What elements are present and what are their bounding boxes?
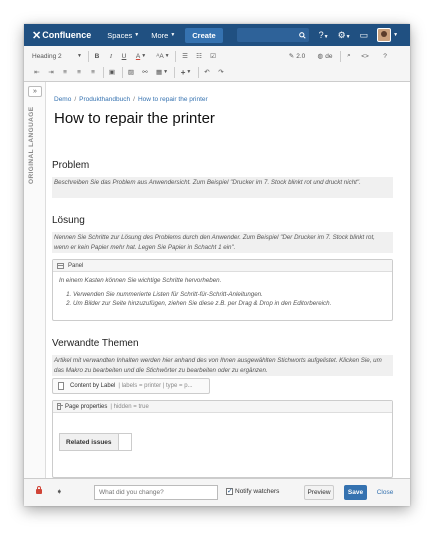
align-center-icon[interactable]: ≡ xyxy=(77,68,81,76)
redo-icon[interactable]: ↷ xyxy=(218,69,224,76)
change-comment-input[interactable] xyxy=(94,485,218,500)
breadcrumb-item[interactable]: Demo xyxy=(54,96,72,103)
related-topics-heading[interactable]: Verwandte Themen xyxy=(52,338,139,349)
page-properties-macro[interactable] xyxy=(52,400,393,478)
panel-macro[interactable] xyxy=(52,259,393,321)
related-issues-value-cell[interactable] xyxy=(119,434,131,450)
page-properties-params: | hidden = true xyxy=(110,403,149,410)
original-language-label: ORIGINAL LANGUAGE xyxy=(28,106,35,184)
language-button[interactable] xyxy=(314,49,336,63)
language-sidebar xyxy=(24,82,46,478)
chevron-down-icon: ▼ xyxy=(77,53,82,59)
preview-button[interactable]: Preview xyxy=(304,485,334,500)
insert-more-button[interactable]: + ▼ xyxy=(180,67,192,77)
related-issues-cell[interactable]: Related issues xyxy=(60,434,119,450)
panel-body[interactable] xyxy=(53,272,392,309)
indent-icon[interactable]: ⇥ xyxy=(48,69,54,76)
related-topics-instruction[interactable]: Artikel mit verwandten Inhalten werden hier anhand des von Ihnen ausgewählten Stichworts aufgelistet. Klicken Sie, um das Makro zu bearbeiten und die Stichwörter zu bearbeiten oder zu ergänzen. xyxy=(52,355,393,376)
help-button[interactable]: ? xyxy=(383,52,387,60)
italic-button[interactable]: I xyxy=(109,52,113,60)
notify-watchers-checkbox[interactable] xyxy=(226,488,279,495)
top-navigation xyxy=(24,24,410,46)
text-color-button[interactable]: A ▼ xyxy=(135,52,147,60)
save-button[interactable]: Save xyxy=(344,485,367,500)
editor-window xyxy=(24,24,410,506)
panel-title: Panel xyxy=(68,262,84,269)
page-title[interactable]: How to repair the printer xyxy=(54,110,215,127)
user-menu[interactable] xyxy=(377,28,398,42)
breadcrumb: Demo / Produkthandbuch / How to repair the printer xyxy=(54,96,208,103)
checkbox[interactable] xyxy=(226,488,233,495)
align-right-icon[interactable]: ≡ xyxy=(91,68,95,76)
solution-heading[interactable]: Lösung xyxy=(52,215,85,226)
gear-icon[interactable]: ⚙▼ xyxy=(337,29,351,40)
bold-button[interactable]: B xyxy=(94,52,100,60)
solution-instruction[interactable]: Nennen Sie Schritte zur Lösung des Problems durch den Anwender. Zum Beispiel "Der Drucker im 7. Stock blinkt rot, wenn er kein Papier mehr hat. Legen Sie Papier in Schacht 1 ein". xyxy=(52,232,393,253)
find-replace-icon[interactable]: ⌕ xyxy=(347,52,351,59)
language-label: de xyxy=(325,52,333,60)
create-button[interactable]: Create xyxy=(185,28,222,43)
editor-footer xyxy=(24,478,410,506)
paragraph-style-select[interactable] xyxy=(32,49,82,63)
problem-instruction[interactable]: Beschreiben Sie das Problem aus Anwendersicht. Zum Beispiel "Drucker im 7. Stock blinkt rot und druckt nicht". xyxy=(52,177,393,198)
page-layout-icon[interactable]: ▣ xyxy=(108,69,116,76)
numbered-list-icon[interactable]: ☷ xyxy=(196,53,202,60)
notify-label: Notify watchers xyxy=(235,488,280,495)
search-icon xyxy=(299,32,306,39)
image-icon[interactable]: ▨ xyxy=(127,69,135,76)
underline-button[interactable]: U xyxy=(121,52,127,60)
text-color-icon: A xyxy=(135,52,141,60)
chevron-down-icon: ▼ xyxy=(134,32,140,38)
properties-table xyxy=(59,433,132,451)
page-properties-name: Page properties xyxy=(65,403,108,410)
avatar xyxy=(377,28,391,42)
more-menu[interactable] xyxy=(151,31,175,40)
breadcrumb-item[interactable]: How to repair the printer xyxy=(137,96,208,103)
help-icon[interactable]: ?▼ xyxy=(318,30,329,40)
macro-name: Content by Label xyxy=(70,383,116,389)
align-left-icon[interactable]: ≡ xyxy=(63,68,67,76)
problem-heading[interactable]: Problem xyxy=(52,160,90,171)
logo-label: Confluence xyxy=(42,30,92,40)
editor-toolbar xyxy=(24,46,410,82)
page-properties-icon xyxy=(57,403,61,410)
version-label: 2.0 xyxy=(296,52,306,60)
source-editor-button[interactable]: <> xyxy=(361,52,369,60)
page-layout-button[interactable] xyxy=(288,49,306,63)
table-button[interactable]: ▦ ▼ xyxy=(155,69,169,76)
text-formatting-menu[interactable]: ᴬA ▼ xyxy=(156,52,170,60)
search-input[interactable] xyxy=(237,28,309,42)
bullet-list-icon[interactable]: ☰ xyxy=(182,53,188,60)
breadcrumb-item[interactable]: Produkthandbuch xyxy=(79,96,131,103)
panel-icon xyxy=(57,263,64,269)
content-by-label-macro[interactable] xyxy=(52,378,210,394)
editor-content[interactable] xyxy=(52,82,404,478)
chevron-down-icon: ▼ xyxy=(170,32,176,38)
panel-intro: In einem Kasten können Sie wichtige Schritte hervorheben. xyxy=(59,277,222,284)
more-label: More xyxy=(151,30,169,40)
outdent-icon[interactable]: ⇤ xyxy=(34,69,40,76)
page-properties-header xyxy=(53,401,392,413)
plus-icon: + xyxy=(180,67,186,77)
expand-sidebar-button[interactable]: » xyxy=(28,86,42,97)
spaces-menu[interactable] xyxy=(107,31,139,40)
confluence-logo-icon: ✕ xyxy=(32,29,42,42)
tag-icon[interactable]: ➧ xyxy=(56,487,63,496)
macro-params: | labels = printer | type = p... xyxy=(118,383,193,389)
notifications-icon[interactable]: ▭ xyxy=(359,29,369,40)
link-icon[interactable]: ⚯ xyxy=(142,69,148,76)
pin-icon: ✎ xyxy=(288,53,295,60)
list-item: 1. Verwenden Sie nummerierte Listen für Schritt-für-Schritt-Anleitungen. xyxy=(73,290,386,300)
confluence-logo[interactable] xyxy=(32,29,91,42)
task-list-icon[interactable]: ☑ xyxy=(210,53,216,60)
font-size-icon: ᴬA xyxy=(156,52,164,60)
language-icon: ◍ xyxy=(317,53,324,60)
list-item: 2. Um Bilder zur Seite hinzuzufügen, ziehen Sie diese z.B. per Drag & Drop in den Editorbereich. xyxy=(73,299,386,309)
table-icon: ▦ xyxy=(155,69,163,76)
spaces-label: Spaces xyxy=(107,30,133,40)
undo-icon[interactable]: ↶ xyxy=(204,69,210,76)
lock-icon[interactable] xyxy=(36,489,42,494)
steps-list xyxy=(73,290,386,309)
close-button[interactable]: Close xyxy=(376,489,394,496)
paragraph-style-label: Heading 2 xyxy=(32,52,62,60)
document-icon xyxy=(58,382,64,390)
chevron-down-icon: ▼ xyxy=(393,32,399,38)
panel-header xyxy=(53,260,392,272)
